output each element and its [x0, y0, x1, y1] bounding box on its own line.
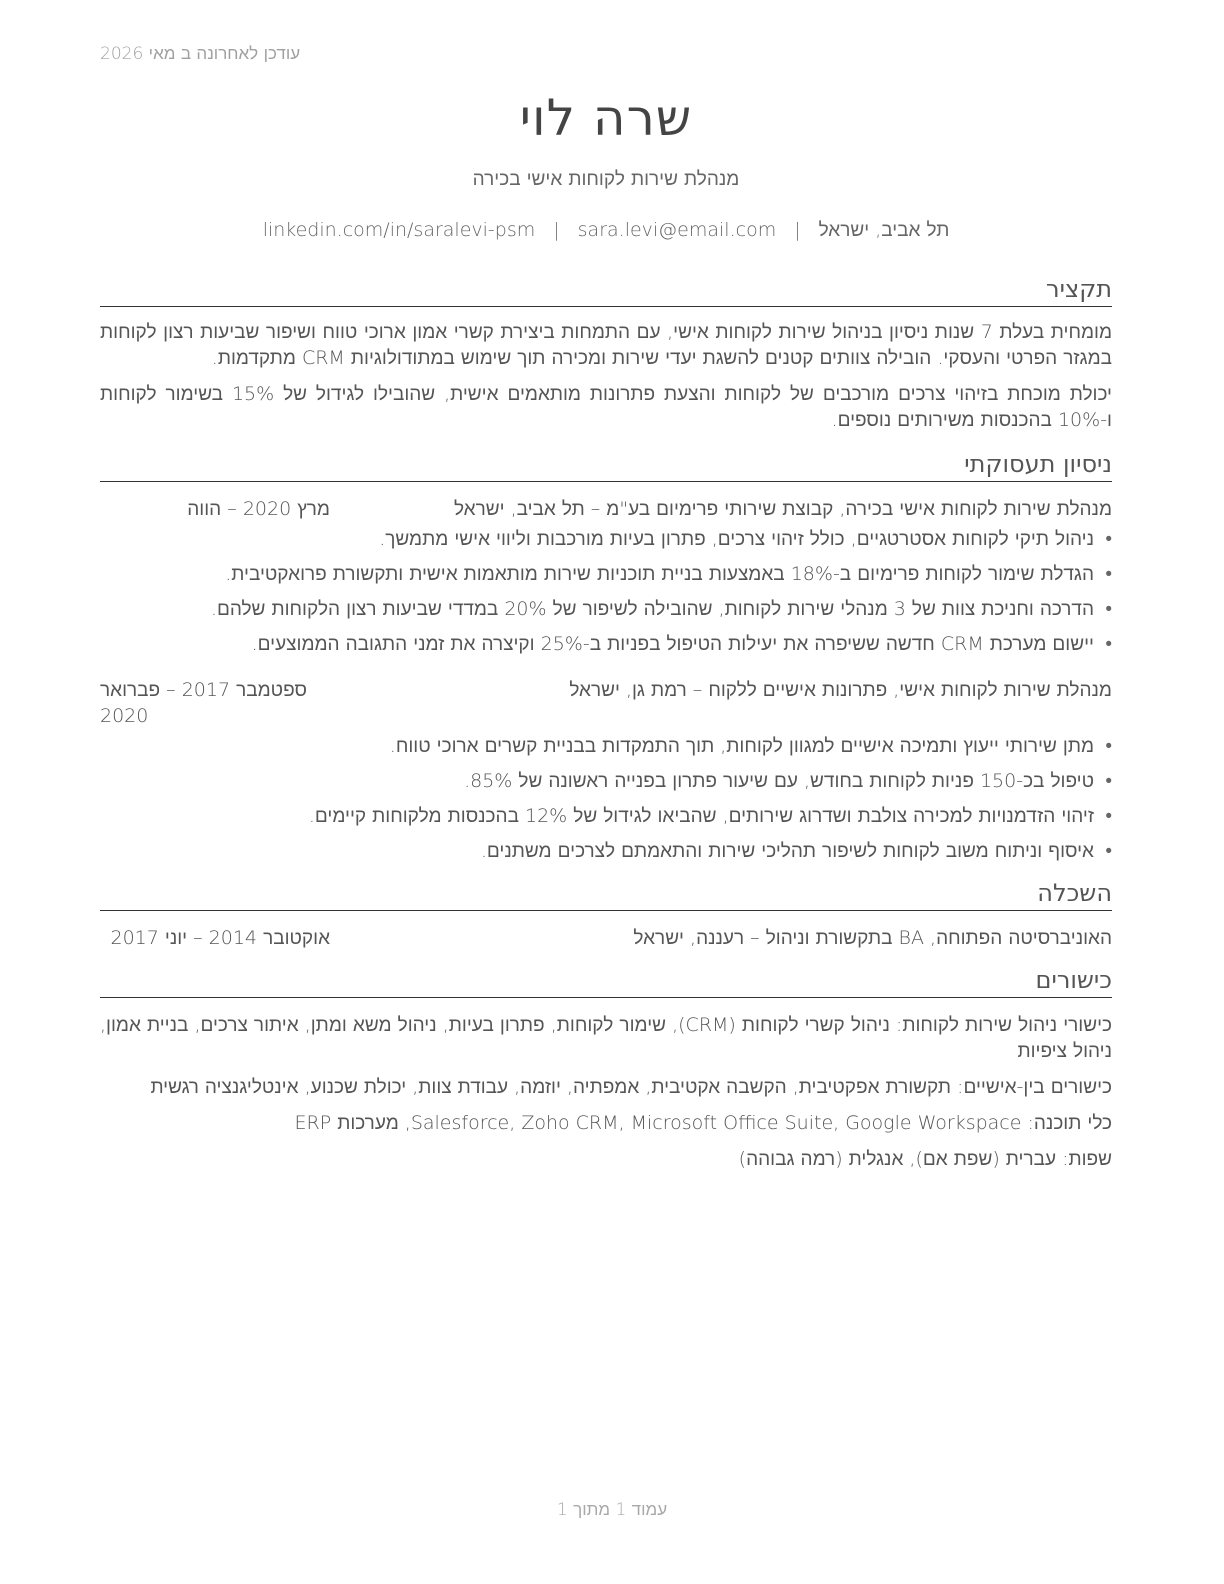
job-bullets — [100, 526, 1112, 657]
linkedin-link[interactable]: linkedin.com/in/saralevi-psm — [262, 219, 536, 241]
summary-paragraph: מומחית בעלת 7 שנות ניסיון בניהול שירות לקוחות אישי, עם התמחות ביצירת קשרי אמון ארוכי טווח ושיפור שביעות רצון לקוחות במגזר הפרטי והעסקי. הובילה צוותים קטנים להשגת יעדי שירות ומכירה תוך שימוש במתודולוגיות CRM מתקדמות. — [100, 321, 1112, 369]
job-bullet: • הגדלת שימור לקוחות פרימיום ב-18% באמצעות בניית תוכניות שירות מותאמות אישית ותקשורת פרואקטיבית. — [100, 561, 1094, 587]
job-dates — [100, 677, 340, 729]
summary-paragraph: יכולת מוכחת בזיהוי צרכים מורכבים של לקוחות והצעת פתרונות מותאמים אישית, שהובילו לגידול של 15% בשימור לקוחות ו-10% בהכנסות משירותים נוספים. — [100, 383, 1112, 431]
job-dates-line: 2020 — [100, 705, 149, 727]
skills-line: כישורי ניהול שירות לקוחות: ניהול קשרי לקוחות (CRM), שימור לקוחות, פתרון בעיות, ניהול משא ומתן, איתור צרכים, בניית אמון, ניהול ציפיות — [100, 1014, 1112, 1062]
skills-section — [100, 1012, 1112, 1172]
candidate-name: שרה לוי — [519, 89, 693, 147]
job-entry — [100, 496, 1112, 657]
job-entry — [100, 677, 1112, 864]
contact-line — [100, 219, 1112, 242]
job-bullet: • יישום מערכת CRM חדשה ששיפרה את יעילות הטיפול בפניות ב-25% וקיצרה את זמני התגובה הממוצעים. — [100, 631, 1094, 657]
job-header — [100, 496, 1112, 522]
candidate-title: מנהלת שירות לקוחות אישי בכירה — [472, 168, 740, 190]
job-dates: מרץ 2020 – הווה — [187, 498, 330, 520]
job-bullet: • זיהוי הזדמנויות למכירה צולבת ושדרוג שירותים, שהביאו לגידול של 12% בהכנסות מלקוחות קיימים. — [100, 803, 1094, 829]
skills-line: שפות: עברית (שפת אם), אנגלית (רמה גבוהה) — [738, 1148, 1112, 1170]
job-bullets — [100, 733, 1112, 864]
job-bullet: • טיפול בכ-150 פניות לקוחות בחודש, עם שיעור פתרון בפנייה ראשונה של 85%. — [100, 768, 1094, 794]
email-link[interactable]: sara.levi@email.com — [577, 219, 777, 241]
skills-line: כישורים בין-אישיים: תקשורת אפקטיבית, הקשבה אקטיבית, אמפתיה, יוזמה, עבודת צוות, יכולת שכנוע, אינטליגנציה רגשית — [150, 1076, 1112, 1098]
page-number: עמוד 1 מתוך 1 — [556, 1500, 668, 1520]
job-dates-line: ספטמבר 2017 – פברואר — [100, 679, 307, 701]
separator: | — [794, 219, 801, 241]
location: תל אביב, ישראל — [818, 219, 950, 241]
section-heading-summary: תקציר — [100, 274, 1112, 307]
section-heading-experience: ניסיון תעסוקתי — [100, 449, 1112, 482]
section-heading-skills: כישורים — [100, 965, 1112, 998]
section-heading-education: השכלה — [100, 878, 1112, 911]
skills-line: כלי תוכנה: Salesforce, Zoho CRM, Microsoft Office Suite, Google Workspace, מערכות ERP — [294, 1112, 1112, 1134]
job-bullet: • ניהול תיקי לקוחות אסטרטגיים, כולל זיהוי צרכים, פתרון בעיות מורכבות וליווי אישי מתמשך. — [100, 526, 1094, 552]
education-dates: אוקטובר 2014 – יוני 2017 — [110, 927, 330, 949]
separator: | — [553, 219, 560, 241]
job-bullet: • הדרכה וחניכת צוות של 3 מנהלי שירות לקוחות, שהובילה לשיפור של 20% במדדי שביעות רצון הלקוחות שלהם. — [100, 596, 1094, 622]
job-role: מנהלת שירות לקוחות אישי בכירה, קבוצת שירותי פרימיום בע"מ – תל אביב, ישראל — [453, 498, 1112, 520]
job-bullet: • מתן שירותי ייעוץ ותמיכה אישיים למגוון לקוחות, תוך התמקדות בבניית קשרים ארוכי טווח. — [100, 733, 1094, 759]
education-entry — [100, 925, 1112, 951]
job-bullet: • איסוף וניתוח משוב לקוחות לשיפור תהליכי שירות והתאמתם לצרכים משתנים. — [100, 838, 1094, 864]
last-updated: עודכן לאחרונה ב מאי 2026 — [100, 44, 301, 64]
summary-section — [100, 319, 1112, 433]
education-degree: האוניברסיטה הפתוחה, BA בתקשורת וניהול – רעננה, ישראל — [633, 927, 1112, 949]
job-role: מנהלת שירות לקוחות אישי, פתרונות אישיים ללקוח – רמת גן, ישראל — [569, 679, 1112, 701]
job-header — [100, 677, 1112, 729]
